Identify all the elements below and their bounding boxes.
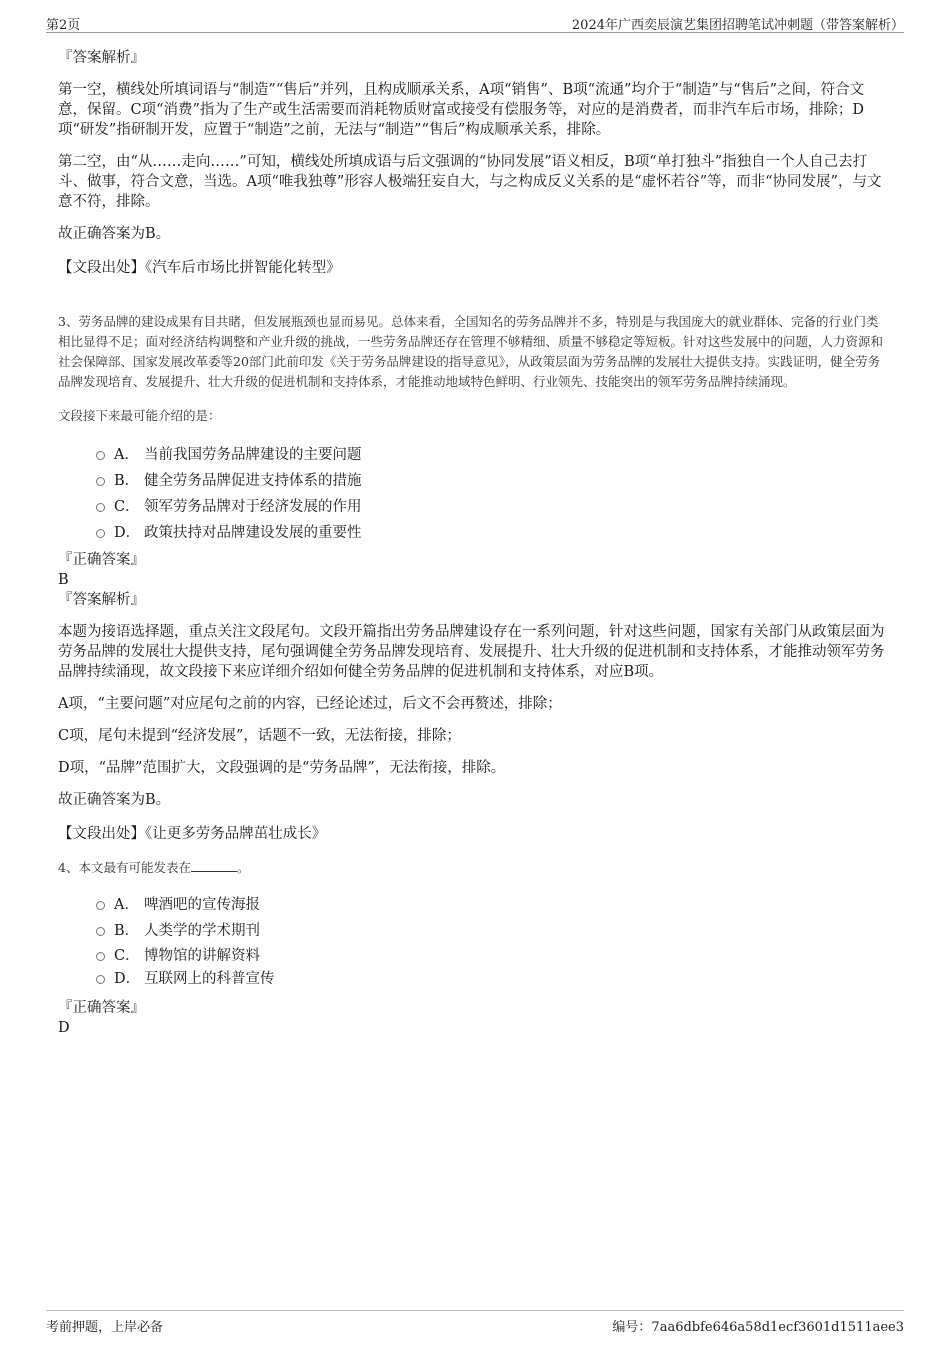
q2-conclusion: 故正确答案为B。	[58, 226, 171, 242]
q3-option-c[interactable]	[96, 492, 890, 518]
q4-option-d[interactable]	[96, 966, 890, 988]
radio-icon[interactable]	[96, 503, 105, 512]
option-text: 人类学的学术期刊	[144, 922, 260, 939]
q4-question-end: 。	[236, 860, 250, 875]
radio-icon[interactable]	[96, 529, 105, 538]
radio-icon[interactable]	[96, 975, 105, 984]
radio-icon[interactable]	[96, 451, 105, 460]
q3-question: 3、劳务品牌的建设成果有目共睹，但发展瓶颈也显而易见。总体来看，全国知名的劳务品牌并不多，特别是与我国庞大的就业群体、完备的行业门类相比显得不足；面对经济结构调整和产业升级的挑战，一些劳务品牌还存在管理不够精细、质量不够稳定等短板。针对这些发展中的问题，人力资源和社会保障部、国家发展改革委等20部门此前印发《关于劳务品牌建设的指导意见》，从政策层面为劳务品牌的发展壮大提供支持。实践证明，健全劳务品牌发现培育、发展提升、壮大升级的促进机制和支持体系，才能推动地域特色鲜明、行业领先、技能突出的领军劳务品牌持续涌现。	[58, 314, 884, 389]
q2-analysis-label: 『答案解析』	[58, 50, 145, 66]
option-text: 健全劳务品牌促进支持体系的措施	[144, 472, 362, 489]
option-letter: C．	[114, 947, 140, 964]
q3-source: 【文段出处】《让更多劳务品牌茁壮成长》	[58, 826, 327, 842]
option-text: 互联网上的科普宣传	[144, 970, 275, 987]
q4-answer: D	[58, 1020, 70, 1036]
q3-note-d: D项，“品牌”范围扩大，文段强调的是“劳务品牌”，无法衔接，排除。	[58, 760, 506, 776]
option-text: 当前我国劳务品牌建设的主要问题	[144, 446, 362, 463]
page-number: 第2页	[46, 18, 81, 33]
option-text: 啤酒吧的宣传海报	[144, 896, 260, 913]
q2-source: 【文段出处】《汽车后市场比拼智能化转型》	[58, 260, 341, 276]
q3-answer: B	[58, 572, 69, 588]
q2-analysis-para1: 第一空，横线处所填词语与“制造”“售后”并列，且构成顺承关系，A项“销售”、B项“流通”均介于“制造”与“售后”之间，符合文意，保留。C项“消费”指为了生产或生活需要而消耗物质财富或接受有偿服务等，对应的是消费者，而非汽车后市场，排除；D项“研发”指研制开发，应置于“制造”之前，无法与“制造”“售后”构成顺承关系，排除。	[58, 82, 865, 138]
document-title: 2024年广西奕辰演艺集团招聘笔试冲刺题（带答案解析）	[571, 18, 904, 33]
q4-options	[58, 890, 890, 988]
document-code: 编号：7aa6dbfe646a58d1ecf3601d1511aee3	[612, 1320, 904, 1335]
radio-icon[interactable]	[96, 901, 105, 910]
radio-icon[interactable]	[96, 477, 105, 486]
q3-prompt: 文段接下来最可能介绍的是：	[58, 408, 221, 423]
option-letter: D．	[114, 970, 141, 987]
q4-question-text: 4、本文最有可能发表在	[58, 860, 191, 875]
option-text: 博物馆的讲解资料	[144, 947, 260, 964]
q3-analysis-label: 『答案解析』	[58, 592, 145, 608]
q2-analysis-para2: 第二空，由“从……走向……”可知，横线处所填成语与后文强调的“协同发展”语义相反，B项“单打独斗”指独自一个人自己去打斗、做事，符合文意，当选。A项“唯我独尊”形容人极端狂妄自大，与之构成反义关系的是“虚怀若谷”等，而非“协同发展”，与文意不符，排除。	[58, 154, 882, 210]
q4-option-c[interactable]	[96, 942, 890, 966]
q4-option-a[interactable]	[96, 890, 890, 916]
q3-answer-label: 『正确答案』	[58, 552, 145, 568]
q3-option-b[interactable]	[96, 466, 890, 492]
q3-option-d[interactable]	[96, 518, 890, 544]
option-letter: C．	[114, 498, 140, 515]
page-footer	[46, 1310, 904, 1333]
radio-icon[interactable]	[96, 927, 105, 936]
document-content	[58, 44, 890, 1038]
option-letter: B．	[114, 922, 140, 939]
q3-options	[58, 440, 890, 544]
q4-option-b[interactable]	[96, 916, 890, 942]
page-header	[46, 12, 904, 33]
q4-answer-label: 『正确答案』	[58, 1000, 145, 1016]
q3-analysis: 本题为接语选择题，重点关注文段尾句。文段开篇指出劳务品牌建设存在一系列问题，针对这些问题，国家有关部门从政策层面为劳务品牌的发展壮大提供支持，尾句强调健全劳务品牌发现培育、发展提升、壮大升级的促进机制和支持体系，才能推动领军劳务品牌持续涌现，故文段接下来应详细介绍如何健全劳务品牌的促进机制和支持体系，对应B项。	[58, 624, 885, 680]
q3-option-a[interactable]	[96, 440, 890, 466]
q4-question	[58, 858, 890, 878]
option-letter: B．	[114, 472, 140, 489]
q3-note-c: C项，尾句未提到“经济发展”，话题不一致，无法衔接，排除；	[58, 728, 461, 744]
q3-note-a: A项，“主要问题”对应尾句之前的内容，已经论述过，后文不会再赘述，排除；	[58, 696, 562, 712]
fill-blank	[191, 859, 237, 872]
radio-icon[interactable]	[96, 952, 105, 961]
option-letter: A．	[114, 446, 139, 463]
footer-slogan: 考前押题，上岸必备	[46, 1320, 164, 1335]
option-letter: D．	[114, 524, 141, 541]
option-text: 政策扶持对品牌建设发展的重要性	[144, 524, 362, 541]
q3-conclusion: 故正确答案为B。	[58, 792, 171, 808]
option-letter: A．	[114, 896, 139, 913]
option-text: 领军劳务品牌对于经济发展的作用	[144, 498, 362, 515]
